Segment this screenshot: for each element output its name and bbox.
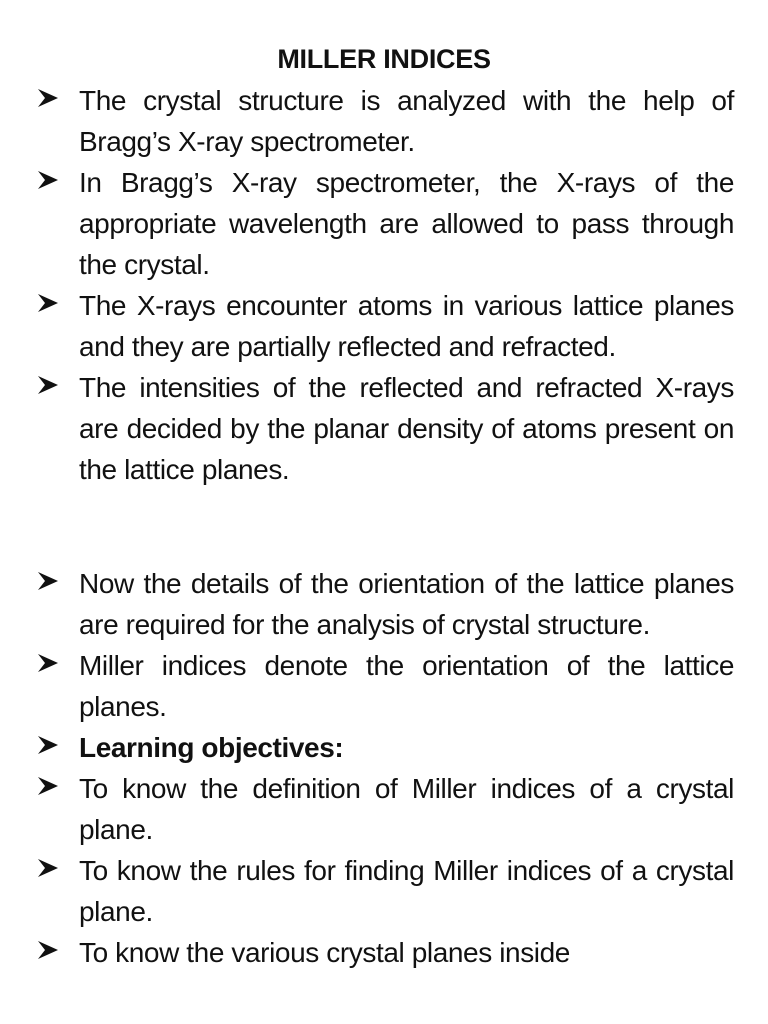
list-item	[36, 932, 734, 973]
list-item	[36, 162, 734, 285]
bullet-text: The X-rays encounter atoms in various lattice planes and they are partially reflected and refracted.	[79, 290, 734, 362]
list-item	[36, 285, 734, 367]
bullet-text: To know the rules for finding Miller indices of a crystal plane.	[79, 855, 734, 927]
list-item	[36, 727, 734, 768]
arrowhead-bullet-icon	[36, 938, 60, 962]
list-item	[36, 768, 734, 850]
list-item	[36, 367, 734, 490]
learning-objectives-heading: Learning objectives:	[79, 732, 344, 763]
arrowhead-bullet-icon	[36, 168, 60, 192]
arrowhead-bullet-icon	[36, 651, 60, 675]
list-item	[36, 80, 734, 162]
arrowhead-bullet-icon	[36, 373, 60, 397]
arrowhead-bullet-icon	[36, 733, 60, 757]
arrowhead-bullet-icon	[36, 86, 60, 110]
bullet-text: The crystal structure is analyzed with the help of Bragg’s X-ray spectrometer.	[79, 85, 734, 157]
bullet-list	[36, 80, 734, 973]
list-item	[36, 563, 734, 645]
arrowhead-bullet-icon	[36, 291, 60, 315]
arrowhead-bullet-icon	[36, 856, 60, 880]
bullet-text: Miller indices denote the orientation of the lattice planes.	[79, 650, 734, 722]
bullet-text: In Bragg’s X-ray spectrometer, the X-rays of the appropriate wavelength are allowed to pass through the crystal.	[79, 167, 734, 280]
bullet-text: To know the various crystal planes inside	[79, 937, 570, 968]
list-item	[36, 645, 734, 727]
bullet-text: The intensities of the reflected and refracted X-rays are decided by the planar density of atoms present on the lattice planes.	[79, 372, 734, 485]
list-item	[36, 850, 734, 932]
arrowhead-bullet-icon	[36, 569, 60, 593]
bullet-text: To know the definition of Miller indices of a crystal plane.	[79, 773, 734, 845]
page-title: MILLER INDICES	[277, 44, 491, 74]
arrowhead-bullet-icon	[36, 774, 60, 798]
bullet-text: Now the details of the orientation of the lattice planes are required for the analysis of crystal structure.	[79, 568, 734, 640]
